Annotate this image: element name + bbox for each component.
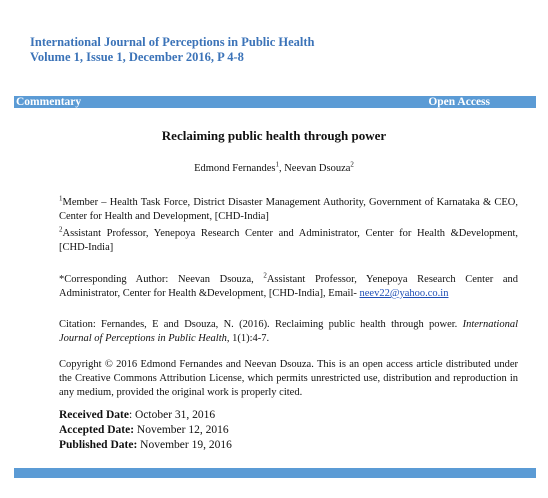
- copyright-notice: Copyright © 2016 Edmond Fernandes and Neevan Dsouza. This is an open access article distributed under the Creative Commons Attribution License, which permits unrestricted use, distribution and reproduction in any medium, provided the original work is properly cited.: [59, 359, 518, 398]
- journal-header: [30, 35, 315, 65]
- article-dates: [59, 408, 518, 453]
- corresponding-prefix: *Corresponding Author: Neevan Dsouza,: [59, 274, 264, 285]
- corresponding-text: Assistant Professor, Yenepoya Research Center and Administrator, Center for Health &Development, [CHD-India], Email-: [59, 274, 518, 299]
- accepted-date: [59, 423, 518, 438]
- author-separator: ,: [278, 163, 285, 174]
- email-link[interactable]: neev22@yahoo.co.in: [359, 288, 449, 299]
- affiliation-1-text: Member – Health Task Force, District Disaster Management Authority, Government of Karnataka & CEO, Center for Health and Development, [CHD-India]: [59, 197, 518, 222]
- footer-bar: [14, 468, 536, 478]
- affiliation-1-mark: 1: [59, 194, 63, 203]
- affiliation-1: [59, 196, 518, 224]
- corresponding-mark: 2: [263, 271, 267, 280]
- published-label: Published Date:: [59, 439, 138, 451]
- citation-text: Citation: Fernandes, E and Dsouza, N. (2016). Reclaiming public health through power.: [59, 319, 463, 330]
- author-2-affiliation-mark: 2: [350, 160, 354, 169]
- author-line: [0, 160, 548, 174]
- affiliation-2-text: Assistant Professor, Yenepoya Research Center and Administrator, Center for Health &Development, [CHD-India]: [59, 228, 518, 253]
- citation-tail: , 1(1):4-7.: [226, 333, 270, 344]
- author-2: Neevan Dsouza: [284, 163, 351, 174]
- affiliation-2: [59, 227, 518, 255]
- article-type-label: Commentary: [16, 96, 82, 108]
- author-1-affiliation-mark: 1: [275, 160, 279, 169]
- published-date: [59, 438, 518, 453]
- accepted-value: November 12, 2016: [134, 424, 229, 436]
- article-type-bar: [14, 96, 536, 108]
- received-value: : October 31, 2016: [128, 409, 216, 421]
- received-label: Received Date: [59, 409, 129, 421]
- accepted-label: Accepted Date:: [59, 424, 135, 436]
- published-value: November 19, 2016: [137, 439, 232, 451]
- citation-journal: International Journal of Perceptions in Public Health: [59, 319, 518, 344]
- article-title: Reclaiming public health through power: [161, 128, 387, 143]
- citation: [59, 318, 518, 346]
- journal-name: International Journal of Perceptions in Public Health: [30, 35, 315, 49]
- received-date: [59, 408, 518, 423]
- affiliation-2-mark: 2: [59, 225, 63, 234]
- corresponding-author: [59, 273, 518, 301]
- open-access-label: Open Access: [428, 96, 490, 108]
- author-1: Edmond Fernandes: [194, 163, 276, 174]
- journal-issue: Volume 1, Issue 1, December 2016, P 4-8: [30, 50, 244, 64]
